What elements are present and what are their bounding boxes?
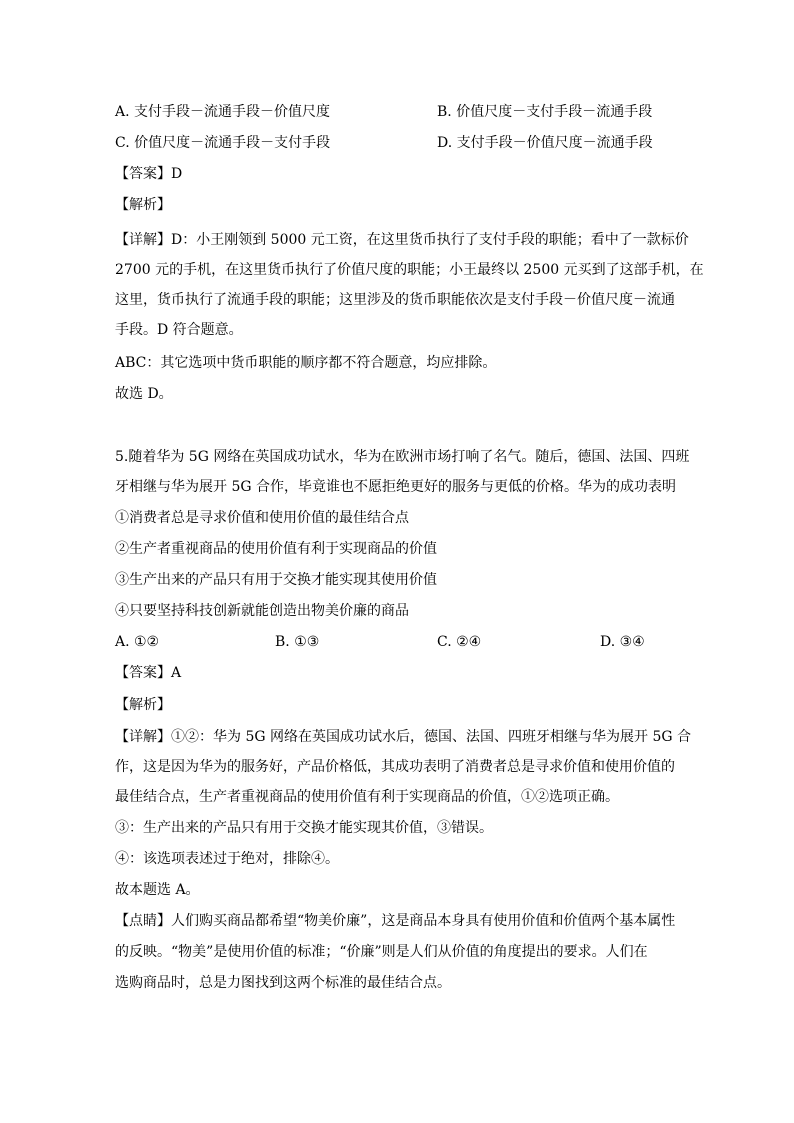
q4-detail-line: ABC：其它选项中货币职能的顺序都不符合题意，均应排除。 <box>115 355 497 371</box>
q5-statement: ④只要坚持科技创新就能创造出物美价廉的商品 <box>115 603 409 619</box>
q5-option-d: D. ③④ <box>600 634 645 650</box>
q5-option-c: C. ②④ <box>437 634 482 650</box>
q5-option-a: A. ①② <box>115 634 160 650</box>
q5-detail-line: ③：生产出来的产品只有用于交换才能实现其价值，③错误。 <box>115 820 493 836</box>
q5-answer: 【答案】A <box>115 665 182 681</box>
q5-detail-line: 最佳结合点，生产者重视商品的使用价值有利于实现商品的价值，①②选项正确。 <box>115 789 619 805</box>
q5-conclusion: 故本题选 A。 <box>115 882 200 898</box>
q4-option-c: C. 价值尺度－流通手段－支付手段 <box>115 135 331 151</box>
q5-analysis-heading: 【解析】 <box>115 697 171 713</box>
q5-point-line: 选购商品时，总是力图找到这两个标准的最佳结合点。 <box>115 975 451 991</box>
q4-detail-line: 2700 元的手机，在这里货币执行了价值尺度的职能；小王最终以 2500 元买到了这部手机，在 <box>115 262 704 278</box>
q5-detail-line: 【详解】①②：华为 5G 网络在英国成功试水后，德国、法国、四班牙相继与华为展开 5G 合 <box>115 729 691 745</box>
q5-statement: ②生产者重视商品的使用价值有利于实现商品的价值 <box>115 541 437 557</box>
q5-point-line: 【点睛】人们购买商品都希望“物美价廉”，这是商品本身具有使用价值和价值两个基本属性 <box>115 913 676 929</box>
q5-detail-line: ④：该选项表述过于绝对，排除④。 <box>115 851 339 867</box>
q4-detail-line: 手段。D 符合题意。 <box>115 322 243 338</box>
q4-option-a: A. 支付手段－流通手段－价值尺度 <box>115 104 331 120</box>
q4-answer: 【答案】D <box>115 166 183 182</box>
q4-option-b: B. 价值尺度－支付手段－流通手段 <box>437 104 653 120</box>
q4-detail-line: 【详解】D：小王刚领到 5000 元工资，在这里货币执行了支付手段的职能；看中了一款标价 <box>115 232 689 248</box>
q5-option-b: B. ①③ <box>275 634 320 650</box>
q5-statement: ①消费者总是寻求价值和使用价值的最佳结合点 <box>115 510 409 526</box>
q4-analysis-heading: 【解析】 <box>115 197 171 213</box>
q4-option-d: D. 支付手段－价值尺度－流通手段 <box>437 135 653 151</box>
q5-detail-line: 作，这是因为华为的服务好，产品价格低，其成功表明了消费者总是寻求价值和使用价值的 <box>115 759 675 775</box>
q5-stem-line: 牙相继与华为展开 5G 合作，毕竟谁也不愿拒绝更好的服务与更低的价格。华为的成功表明 <box>115 479 676 495</box>
q4-detail-line: 这里，货币执行了流通手段的职能；这里涉及的货币职能依次是支付手段－价值尺度－流通 <box>115 292 675 308</box>
q4-conclusion: 故选 D。 <box>115 386 173 402</box>
q5-point-line: 的反映。“物美”是使用价值的标准；“价廉”则是人们从价值的角度提出的要求。人们在 <box>115 944 648 960</box>
q5-stem-line: 5.随着华为 5G 网络在英国成功试水，华为在欧洲市场打响了名气。随后，德国、法国、四班 <box>115 449 690 465</box>
q5-statement: ③生产出来的产品只有用于交换才能实现其使用价值 <box>115 572 437 588</box>
